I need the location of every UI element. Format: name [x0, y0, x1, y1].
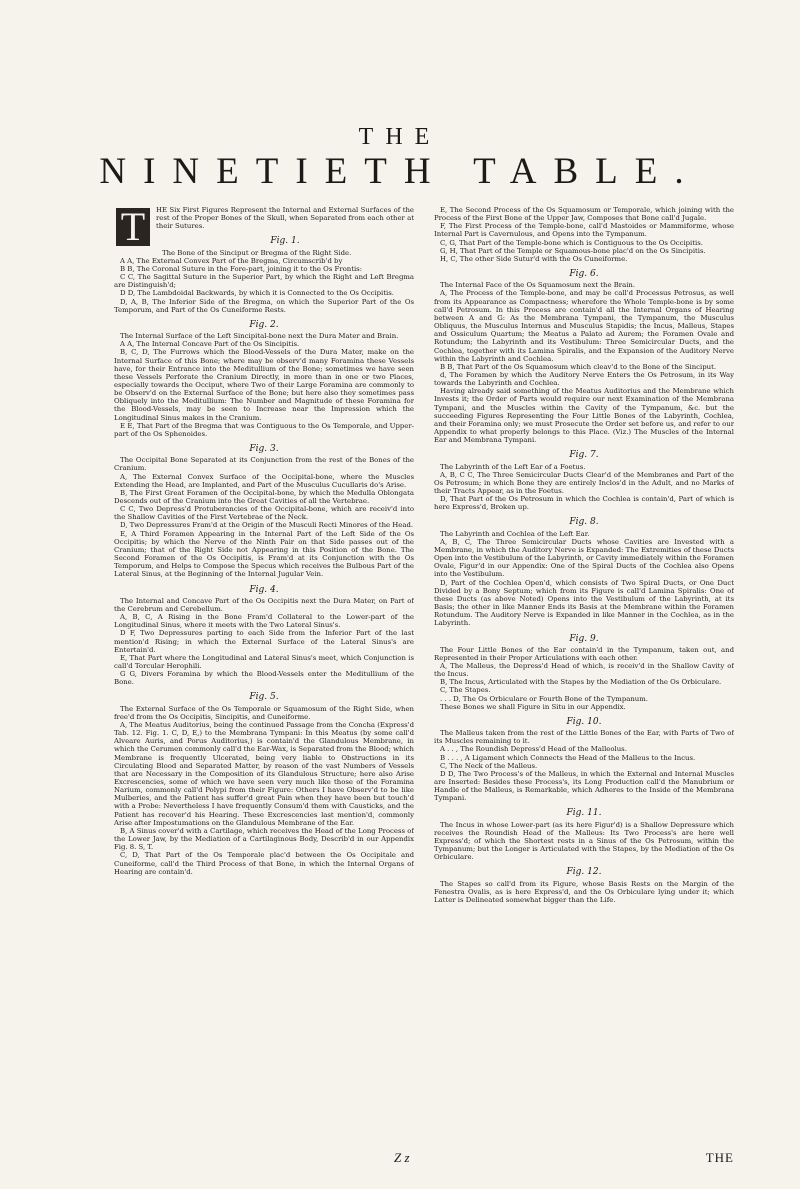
figure-heading: Fig. 4. — [249, 584, 279, 595]
header-the: THE — [358, 124, 442, 150]
figure-paragraph: A A, The Internal Concave Part of the Os Sincipitis. — [120, 340, 300, 349]
figure-paragraph: d, The Foramen by which the Auditory Nerve Enters the Os Petrosum, in its Way towards the Labyrinth and Cochlea. — [434, 370, 734, 388]
figure-paragraph: D, That Part of the Os Petrosum in which the Cochlea is contain'd, Part of which is here Express'd, Broken up. — [434, 495, 734, 512]
figure-paragraph: D D, The Two Process's of the Malleus, in which the External and Internal Muscles are Inserted: Besides these Process's, its Long Production call'd the Manubrium or Handle of the Malleus, is Remarkable, which Adheres to the Inside of the Membrana Tympani. — [434, 769, 734, 803]
text-columns — [114, 206, 734, 1158]
figure-paragraph: The Internal and Concave Part of the Os Occipitis next the Dura Mater, on Part of the Cerebrum and Cerebellum. — [114, 596, 414, 613]
figure-paragraph: The Malleus taken from the rest of the Little Bones of the Ear, with Parts of Two of its Muscles remaining to it. — [434, 729, 734, 746]
figure-paragraph: H, C, The other Side Sutur'd with the Os Cuneiforme. — [440, 254, 628, 263]
figure-paragraph: G G, Divers Foramina by which the Blood-Vessels enter the Meditullium of the Bone. — [114, 670, 414, 687]
figure-paragraph: B, C, D, The Furrows which the Blood-Vessels of the Dura Mater, make on the Internal Surface of this Bone; where may be observ'd many Foramina these Vessels have, for their Entrance into the Meditullium of the Bone; sometimes we have seen these Vessels Perforate the Cranium Directly, in more than in one or two Places, especially towards the Occiput, where Two of their Large Foramina are commonly to be Observ'd on the External Surface of the Bone; but here also they sometimes pass Obliquely into the Meditullium: The Number and Magnitude of these Foramina for the Blood-Vessels, may be seen to Increase near the Impression which the Longitudinal Sinus makes in the Cranium. — [114, 348, 414, 422]
figure-paragraph: B, The Incus, Articulated with the Stapes by the Mediation of the Os Orbiculare. — [440, 678, 722, 687]
figure-paragraph: The Internal Face of the Os Squamosum next the Brain. — [440, 281, 636, 290]
figure-paragraph: D F, Two Depressures parting to each Side from the Inferior Part of the last mention'd Rising; in which the External Surface of the Lateral Sinus's are Entertain'd. — [114, 629, 414, 654]
page-title: NINETIETH TABLE. — [99, 151, 701, 192]
figure-paragraph: D D, The Lambdoidal Backwards, by which it is Connected to the Os Occipitis. — [120, 289, 394, 298]
figure-heading: Fig. 11. — [566, 808, 602, 819]
figure-heading: Fig. 3. — [249, 444, 279, 455]
figure-paragraph: The Bone of the Sinciput or Bregma of the Right Side. — [162, 248, 352, 257]
figure-heading: Fig. 6. — [569, 269, 599, 280]
figure-heading: Fig. 2. — [249, 319, 279, 330]
catchword: THE — [705, 1150, 734, 1165]
figure-paragraph: The Stapes so call'd from its Figure, whose Basis Rests on the Margin of the Fenestra Ovalis, as is here Express'd, and the Os Orbiculare lying under it; which Latter is Delineated somewhat bigger than the Life. — [434, 879, 734, 904]
figure-paragraph: C, G, That Part of the Temple-bone which is Contiguous to the Os Occipitis. — [440, 238, 703, 247]
figure-paragraph: These Bones we shall Figure in Situ in our Appendix. — [440, 702, 626, 711]
figure-paragraph: F, The First Process of the Temple-bone, call'd Mastoides or Mammiforme, whose Internal Part is Cavernulous, and Opens into the Tympanum. — [434, 222, 734, 239]
figure-paragraph: C C, Two Depress'd Protuberancies of the Occipital-bone, which are receiv'd into the Shallow Cavities of the First Vertebrae of the Neck. — [114, 505, 414, 522]
left-column — [114, 206, 414, 1158]
figure-paragraph: The Internal Surface of the Left Sincipital-bone next the Dura Mater and Brain. — [120, 332, 399, 341]
figure-heading: Fig. 8. — [569, 517, 599, 528]
figure-paragraph: E, A Third Foramen Appearing in the Internal Part of the Left Side of the Os Occipitis; by which the Nerve of the Ninth Pair on that Side passes out of the Cranium; that of the Right Side not Appearing in this Position of the Bone. The Second Foramen of the Os Occipitis, is Fram'd at its Conjunction with the Os Temporum, and Helps to Compose the Specus which receives the Bulbous Part of the Lateral Sinus, at the Beginning of the Internal Jugular Vein. — [114, 529, 414, 579]
figure-paragraph: A, The External Convex Surface of the Occipital-bone, where the Muscles Extending the Head, are Implanted, and Part of the Musculus Cucullaris do's Arise. — [114, 472, 414, 489]
figure-paragraph: A, The Process of the Temple-bone, and may be call'd Processus Petrosus, as well from its Appearance as Compactness; wherefore the Whole Temple-bone is by some call'd Petrosum. In this Process are contain'd all the Internal Organs of Hearing between A and G: As the Membrana Tympani, the Tympanum, the Musculus Obliquus, the Musculus Internus and Musculus Stapidis; the Incus, Malleus, Stapes and Ossiculum Quartum; the Meatus a Palato ad Aurem; the Foramen Ovale and Rotundum; the Labyrinth and its Vestibulum: Three Semicircular Ducts, and the Cochlea, together with its Lamina Spiralis, and the Expansion of the Auditory Nerve within the Labyrinth and Cochlea. — [434, 289, 734, 363]
figure-paragraph: A, B, C, A Rising in the Bone Fram'd Collateral to the Lower-part of the Longitudinal Sinus, where it meets with the Two Lateral Sinus's. — [114, 613, 414, 630]
figure-paragraph: A, The Malleus, the Depress'd Head of which, is receiv'd in the Shallow Cavity of the Incus. — [434, 661, 734, 679]
figure-paragraph: B B, The Coronal Suture in the Fore-part, joining it to the Os Frontis: — [120, 264, 363, 273]
figure-heading: Fig. 9. — [569, 633, 599, 644]
figure-paragraph: . . . D, The Os Orbiculare or Fourth Bone of the Tympanum. — [440, 694, 648, 703]
right-column — [434, 206, 734, 1158]
figure-paragraph: A, B, C C, The Three Semicircular Ducts Clear'd of the Membranes and Part of the Os Petrosum; in which Bone they are entirely Inclos'd in the Adult, and no Marks of their Tracts Appear, as in the Foetus. — [434, 470, 734, 495]
figure-paragraph: The Four Little Bones of the Ear contain'd in the Tympanum, taken out, and Represented in their Proper Articulations with each other. — [434, 645, 734, 662]
page-footer — [114, 1150, 734, 1168]
figure-paragraph: E, That Part where the Longitudinal and Lateral Sinus's meet, which Conjunction is call'd Torcular Herophili. — [114, 653, 414, 670]
figure-heading: Fig. 7. — [569, 450, 599, 461]
figure-paragraph: B . . . , A Ligament which Connects the Head of the Malleus to the Incus. — [440, 753, 696, 762]
figure-paragraph: The External Surface of the Os Temporale or Squamosum of the Right Side, when free'd from the Os Occipitis, Sincipitis, and Cuneiforme. — [114, 704, 414, 721]
figure-paragraph: A . . , The Roundish Depress'd Head of the Malleolus. — [440, 745, 627, 754]
figure-paragraph: A, The Meatus Auditorius, being the continued Passage from the Concha (Express'd Tab. 12. Fig. 1. C, D, E,) to the Membrana Tympani: In this Meatus (by some call'd Alveare Auris, and Porus Auditorius,) is contain'd the Glandulous Membrane, in which the Cerumen commonly call'd the Ear-Wax, is Separated from the Blood; which Membrane is frequently Ulcerated, being very liable to Obstructions in its Circulating Blood and Separated Matter, by reason of the vast Numbers of Vessels that are Necessary in the Composition of its Glandulous Structure; here also Arise Excrescencies, some of which we have seen very much like those of the Foramina Narium, commonly call'd Polypi from their Figure: Others I have Observ'd to be like Mulberies, and the Patient has suffer'd great Pain when they have been but touch'd with a Probe: Nevertheless I have frequently Consum'd them with Causticks, and the Patient has recover'd his Hearing. These Excrescencies last mention'd, commonly Arise after Impostumations on the Glandulous Membrane of the Ear. — [114, 720, 414, 827]
figure-paragraph: The Labyrinth and Cochlea of the Left Ear. — [440, 529, 590, 538]
figure-paragraph: A, B, C, The Three Semicircular Ducts whose Cavities are Invested with a Membrane, in which the Auditory Nerve is Expanded: The Extremities of these Ducts Open into the Vestibulum of the Labyrinth, or Cavity immediately within the Foramen Ovale, Figur'd in our Appendix: One of the Spiral Ducts of the Cochlea also Opens into the Vestibulum. — [434, 537, 734, 579]
figure-heading: Fig. 12. — [566, 867, 602, 878]
figure-paragraph: E, The Second Process of the Os Squamosum or Temporale, which joining with the Process of the First Bone of the Upper Jaw, Composes that Bone call'd Jugale. — [434, 206, 734, 223]
figure-paragraph: The Incus in whose Lower-part (as its here Figur'd) is a Shallow Depressure which receives the Roundish Head of the Malleus: Its Two Process's are here well Express'd; of which the Shortest rests in a Sinus of the Os Petrosum, within the Tympanum; but the Longer is Articulated with the Stapes, by the Mediation of the Os Orbiculare. — [434, 820, 734, 862]
figure-paragraph: D, Part of the Cochlea Open'd, which consists of Two Spiral Ducts, or One Duct Divided by a Bony Septum; which from its Figure is call'd Lamina Spiralis: One of these Ducts (as above Noted) Opens into the Vestibulum of the Labyrinth, at its Basis; the other in like Manner Ends its Basis at the Membrane within the Foramen Rotundum. The Auditory Nerve is Expanded in like Manner in the Cochlea, as in the Labyrinth. — [434, 578, 734, 628]
figure-paragraph: G, H, That Part of the Temple or Squamous-bone plac'd on the Os Sincipitis. — [440, 246, 706, 255]
figure-paragraph: D, A, B, The Inferior Side of the Bregma, on which the Superior Part of the Os Temporum, and Part of the Os Cuneiforme Rests. — [114, 297, 414, 314]
figure-paragraph: C C, The Sagittal Suture in the Superior Part, by which the Right and Left Bregma are Distinguish'd; — [114, 273, 414, 290]
figure-paragraph: C, D, That Part of the Os Temporale plac'd between the Os Occipitale and Cuneiforme, call'd the Third Process of that Bone, in which the Internal Organs of Hearing are contain'd. — [114, 851, 414, 876]
intro-text: HE Six First Figures Represent the Internal and External Surfaces of the rest of the Proper Bones of the Skull, when Separated from each other at their Sutures. — [156, 206, 414, 231]
figure-paragraph: Having already said something of the Meatus Auditorius and the Membrane which Invests it; the Order of Parts would require our next Examination of the Membrana Tympani, and the Muscles within the Cavity of the Tympanum, &c. but the succeeding Figures Representing the Four Little Bones of the Labyrinth, Cochlea, and their Foramina only; we must Prosecute the Order set before us, and refer to our Appendix to what properly belongs to this Place. (Viz.) The Muscles of the Internal Ear and Membrana Tympani. — [434, 387, 734, 445]
figure-heading: Fig. 1. — [270, 236, 300, 247]
figure-paragraph: C, The Neck of the Malleus. — [440, 761, 538, 770]
figure-heading: Fig. 5. — [249, 692, 279, 703]
figure-paragraph: E E, That Part of the Bregma that was Contiguous to the Os Temporale, and Upper-part of the Os Sphenoides. — [114, 421, 414, 438]
figure-paragraph: A A, The External Convex Part of the Bregma, Circumscrib'd by — [120, 256, 343, 265]
figure-paragraph: The Occipital Bone Separated at its Conjunction from the rest of the Bones of the Cranium. — [114, 456, 414, 473]
figure-paragraph: C, The Stapes. — [440, 686, 491, 695]
figure-heading: Fig. 10. — [566, 716, 602, 727]
figure-paragraph: B, A Sinus cover'd with a Cartilage, which receives the Head of the Long Process of the Lower Jaw, by the Mediation of a Cartilaginous Body, Describ'd in our Appendix Fig. 8. S, T. — [114, 826, 414, 852]
figure-paragraph: D, Two Depressures Fram'd at the Origin of the Musculi Recti Minores of the Head. — [120, 521, 414, 530]
figure-paragraph: The Labyrinth of the Left Ear of a Foetus. — [440, 462, 586, 471]
drop-cap-initial: T — [114, 206, 152, 248]
figure-paragraph: B, The First Great Foramen of the Occipital-bone, by which the Medulla Oblongata Descends out of the Cranium into the Great Cavities of all the Vertebrae. — [114, 488, 414, 505]
figure-paragraph: B B, That Part of the Os Squamosum which cleav'd to the Bone of the Sinciput. — [440, 362, 717, 371]
page-number: Z z — [394, 1150, 410, 1165]
